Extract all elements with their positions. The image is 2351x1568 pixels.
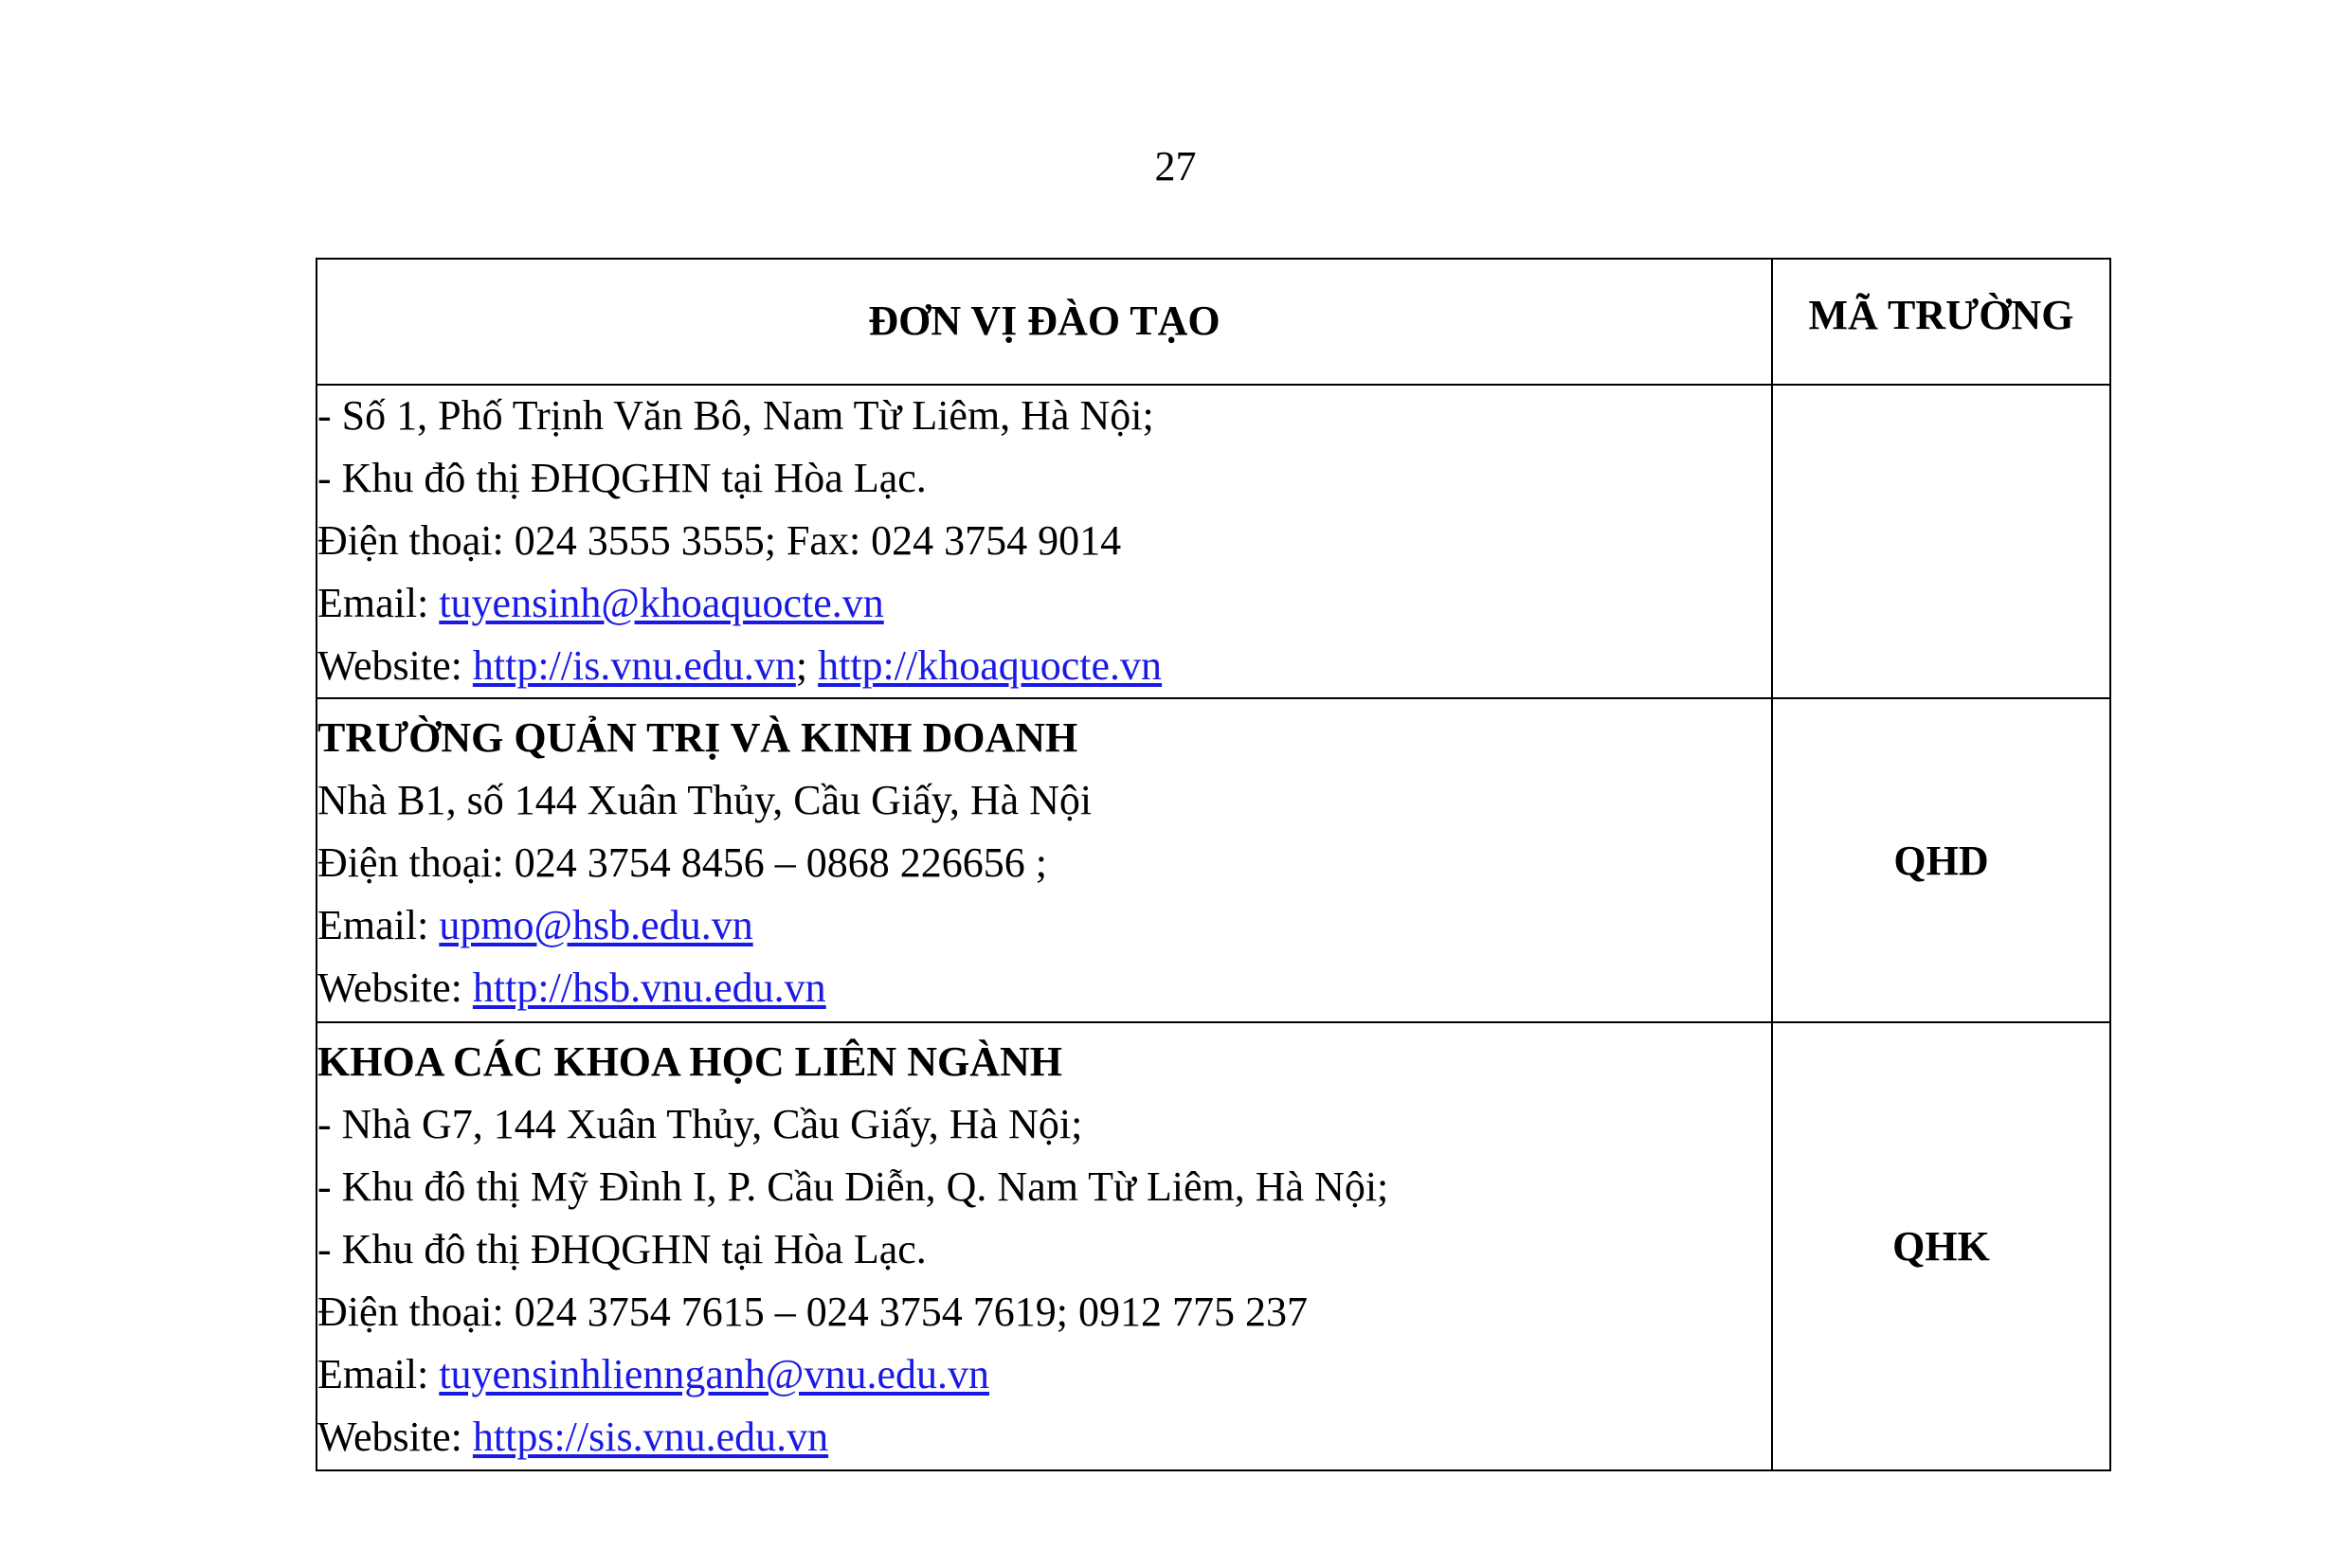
header-code-cell (1772, 259, 2110, 385)
email-label: Email: (317, 1351, 440, 1397)
address-line: - Số 1, Phố Trịnh Văn Bô, Nam Từ Liêm, Hà Nội; (317, 392, 1154, 439)
website-link[interactable]: http://is.vnu.edu.vn (472, 642, 796, 689)
phone-line: Điện thoại: 024 3754 7615 – 024 3754 7619; 0912 775 237 (317, 1289, 1308, 1335)
email-label: Email: (317, 902, 440, 948)
code-cell (1772, 385, 2110, 698)
email-line (317, 572, 1771, 635)
address-line: Nhà B1, số 144 Xuân Thủy, Cầu Giấy, Hà Nội (317, 777, 1093, 823)
address-line: - Khu đô thị ĐHQGHN tại Hòa Lạc. (317, 1226, 927, 1272)
address-line: - Nhà G7, 144 Xuân Thủy, Cầu Giấy, Hà Nội; (317, 1101, 1083, 1147)
code-cell: QHD (1772, 698, 2110, 1022)
page-number: 27 (1154, 143, 1197, 189)
email-line (317, 894, 1771, 957)
table-row (316, 698, 2110, 1022)
unit-cell (316, 1022, 1772, 1470)
email-link[interactable]: upmo@hsb.edu.vn (439, 902, 753, 948)
header-code-label: MÃ TRƯỜNG (1808, 292, 2074, 338)
website-line (317, 635, 1771, 697)
unit-cell (316, 385, 1772, 698)
table-row (316, 1022, 2110, 1470)
website-link[interactable]: http://hsb.vnu.edu.vn (472, 964, 826, 1011)
unit-cell (316, 698, 1772, 1022)
email-label: Email: (317, 580, 440, 626)
header-unit-label: ĐƠN VỊ ĐÀO TẠO (868, 297, 1221, 344)
address-line: - Khu đô thị Mỹ Đình I, P. Cầu Diễn, Q. Nam Từ Liêm, Hà Nội; (317, 1163, 1389, 1210)
email-link[interactable]: tuyensinh@khoaquocte.vn (439, 580, 884, 626)
website-label: Website: (317, 964, 473, 1011)
website-link-secondary[interactable]: http://khoaquocte.vn (818, 642, 1163, 689)
table-row (316, 385, 2110, 698)
unit-name: KHOA CÁC KHOA HỌC LIÊN NGÀNH (317, 1038, 1062, 1085)
code-cell: QHK (1772, 1022, 2110, 1470)
phone-line: Điện thoại: 024 3754 8456 – 0868 226656 ; (317, 839, 1047, 886)
website-link[interactable]: https://sis.vnu.edu.vn (472, 1414, 829, 1460)
table-header-row (316, 259, 2110, 385)
website-label: Website: (317, 642, 473, 689)
unit-name: TRƯỜNG QUẢN TRỊ VÀ KINH DOANH (317, 714, 1078, 761)
website-line (317, 957, 1771, 1019)
website-label: Website: (317, 1414, 473, 1460)
website-separator: ; (795, 642, 819, 689)
header-unit-cell (316, 259, 1772, 385)
website-line (317, 1406, 1771, 1469)
address-line: - Khu đô thị ĐHQGHN tại Hòa Lạc. (317, 455, 927, 501)
training-units-table (316, 258, 2111, 1471)
email-line (317, 1343, 1771, 1406)
phone-line: Điện thoại: 024 3555 3555; Fax: 024 3754 9014 (317, 517, 1122, 564)
email-link[interactable]: tuyensinhliennganh@vnu.edu.vn (439, 1351, 989, 1397)
